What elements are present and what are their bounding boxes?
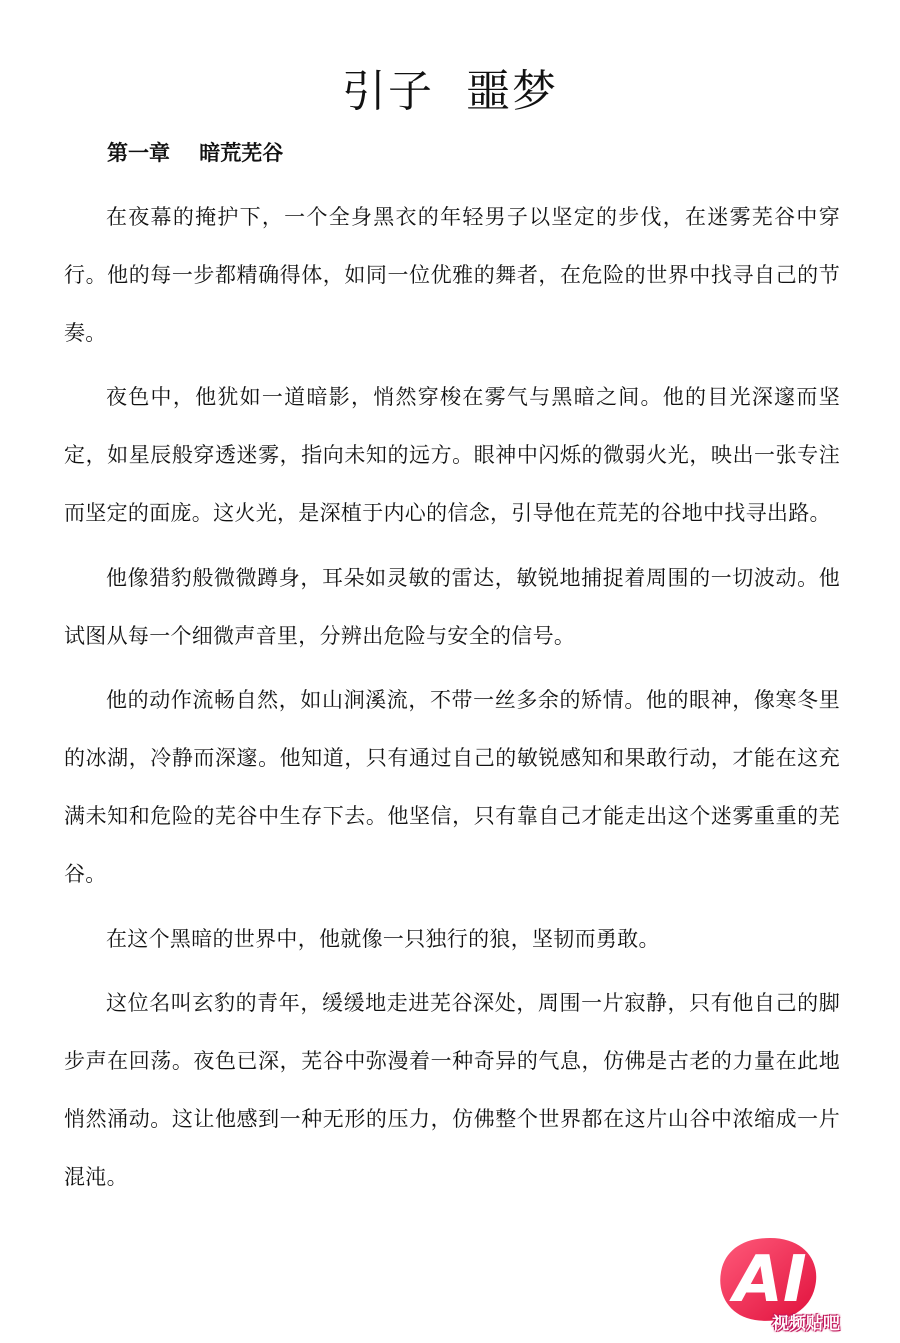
- logo-letters-text: AI: [733, 1243, 807, 1317]
- paragraph-2: 夜色中，他犹如一道暗影，悄然穿梭在雾气与黑暗之间。他的目光深邃而坚定，如星辰般穿透迷雾，指向未知的远方。眼神中闪烁的微弱火光，映出一张专注而坚定的面庞。这火光，是深植于内心的信念，引导他在荒芜的谷地中找寻出路。: [64, 385, 840, 525]
- page-title: 引子 噩梦: [342, 66, 558, 117]
- logo-letters: [720, 1240, 820, 1320]
- body-text: [64, 189, 840, 1214]
- chapter-heading: 第一章 暗荒芜谷: [107, 141, 284, 165]
- watermark-logo: [720, 1240, 885, 1340]
- paragraph-6: 这位名叫玄豹的青年，缓缓地走进芜谷深处，周围一片寂静，只有他自己的脚步声在回荡。夜色已深，芜谷中弥漫着一种奇异的气息，仿佛是古老的力量在此地悄然涌动。这让他感到一种无形的压力，仿佛整个世界都在这片山谷中浓缩成一片混沌。: [64, 991, 840, 1189]
- paragraph-3: 他像猎豹般微微蹲身，耳朵如灵敏的雷达，敏锐地捕捉着周围的一切波动。他试图从每一个细微声音里，分辨出危险与安全的信号。: [64, 565, 840, 648]
- paragraph-4: 他的动作流畅自然，如山涧溪流，不带一丝多余的矫情。他的眼神，像寒冬里的冰湖，冷静而深邃。他知道，只有通过自己的敏锐感知和果敢行动，才能在这充满未知和危险的芜谷中生存下去。他坚信，只有靠自己才能走出这个迷雾重重的芜谷。: [64, 688, 840, 886]
- paragraph-1: 在夜幕的掩护下，一个全身黑衣的年轻男子以坚定的步伐，在迷雾芜谷中穿行。他的每一步都精确得体，如同一位优雅的舞者，在危险的世界中找寻自己的节奏。: [64, 205, 840, 345]
- logo-text: 视频贴吧: [772, 1314, 840, 1334]
- paragraph-5: 在这个黑暗的世界中，他就像一只独行的狼，坚韧而勇敢。: [106, 926, 660, 951]
